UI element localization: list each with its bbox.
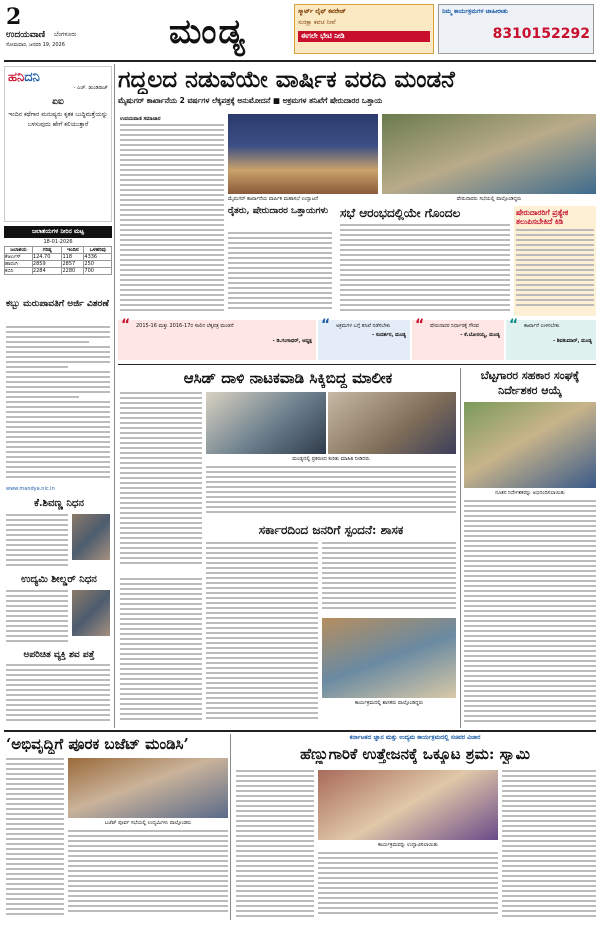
quote-box-1: [118, 317, 316, 360]
quote-box-3: [412, 317, 504, 360]
table-row: [5, 254, 112, 261]
table-cell: ಕಬಿನಿ: [5, 268, 33, 275]
table-cell: 118: [62, 254, 84, 261]
water-table-title: ಜಲಾಶಯಗಳ ನೀರಿನ ಮಟ್ಟ: [4, 226, 112, 238]
quote-text-1: 2015-16 ಮತ್ತು 2016-17ರ ಸಾಲಿನ ಲೆಕ್ಕಪತ್ರ ಮಂಡನೆ: [136, 323, 234, 329]
honey-title: ಏಐ: [52, 97, 64, 107]
quote-by-1: - ಡಿ.ಗಂಗಾಧರ್, ಅಧ್ಯಕ್ಷ: [272, 338, 312, 344]
left-headline-1: ಕಬ್ಬು ಮರುಪಾವತಿಗೆ ಅರ್ಜಿ ವಿತರಣೆ: [6, 299, 109, 309]
lead-subhead-a: ಮೈಷುಗರ್ ಕಾರ್ಖಾನೆಯ 2 ವರ್ಷಗಳ ಲೆಕ್ಕಪತ್ರಕ್ಕೆ ಅನುಮೋದನೆ: [118, 96, 271, 105]
acid-article-text-1: [120, 392, 202, 572]
bottom-column-rule: [230, 734, 231, 920]
lead-bottom-rule: [118, 364, 596, 365]
water-level-table: [4, 246, 112, 275]
left-article-4-text: [6, 664, 110, 724]
table-header: ಜಲಾಶಯ: [5, 247, 33, 254]
lead-box-2-title: ಸಭೆ ಆರಂಭದಲ್ಲಿಯೇ ಗೊಂದಲ: [340, 206, 461, 220]
lead-byline: ಉದಯವಾಣಿ ಸಮಾಚಾರ: [120, 116, 161, 122]
acid-photo-1: [206, 392, 326, 454]
quote-box-4: [506, 317, 596, 360]
coop-photo-caption: ನೂತನ ನಿರ್ದೇಶಕರನ್ನು ಅಭಿನಂದಿಸಲಾಯಿತು: [495, 490, 565, 496]
quote-mark-icon: “: [415, 317, 425, 333]
quote-by-3: - ಕೆ.ಬೋರಯ್ಯ, ಮಂಡ್ಯ: [460, 332, 500, 338]
section-title: ಮಂಡ್ಯ: [169, 12, 247, 52]
quote-mark-icon: “: [321, 317, 331, 333]
acid-photo-2: [328, 392, 456, 454]
table-row: [5, 261, 112, 268]
water-table: [4, 226, 112, 294]
lead-photo-caption-1: ಮೈಷುಗರ್ ಕಾರ್ಖಾನೆಯ ವಾರ್ಷಿಕ ಮಹಾಸಭೆ ಉದ್ಘಾಟನೆ: [228, 196, 319, 202]
ad1-line3: ಈಗಲೇ ಭೇಟಿ ನೀಡಿ: [298, 31, 430, 42]
city-label: ಬೆಂಗಳೂರು: [54, 31, 77, 38]
budget-article-text-2: [68, 830, 228, 918]
women-article-text-2: [318, 852, 498, 920]
honey-byline: - ಎಚ್. ಡುಂಡಿರಾಜ್: [73, 85, 108, 91]
table-cell: ಹಾರಂಗಿ: [5, 261, 33, 268]
acid-headline: ಆಸಿಡ್ ದಾಳಿ ನಾಟಕವಾಡಿ ಸಿಕ್ಕಿಬಿದ್ದ ಮಾಲೀಕ: [183, 369, 393, 387]
honey-column: [4, 66, 112, 222]
lead-photo-caption-2: ಷೇರುದಾರರು ಸಭೆಯಲ್ಲಿ ಪಾಲ್ಗೊಂಡಿದ್ದರು: [456, 196, 522, 202]
women-article-text-1: [236, 770, 314, 920]
table-cell: 250: [84, 261, 112, 268]
lead-headline: ಗದ್ದಲದ ನಡುವೆಯೇ ವಾರ್ಷಿಕ ವರದಿ ಮಂಡನೆ: [118, 66, 455, 93]
lead-box-3-title: ಷೇರುದಾರರಿಗೆ ಪ್ರತ್ಯೇಕ ತಲುಪಿಸಬೇಕಿದೆ ಕಿಡಿ: [516, 208, 569, 226]
paper-name: ಉದಯವಾಣಿ: [6, 30, 46, 40]
table-cell: 124.70: [32, 254, 62, 261]
women-headline: ಹೆಣ್ಣುಗಾರಿಕೆ ಉತ್ತೇಜನಕ್ಕೆ ಒಕ್ಕೂಟ ಶ್ರಮ: ಸ್ವಾಮಿ: [300, 745, 530, 763]
table-header-row: [5, 247, 112, 254]
table-header: ಗರಿಷ್ಠ: [32, 247, 62, 254]
quote-by-4: - ಶಿವಕುಮಾರ್, ಮಂಡ್ಯ: [553, 338, 592, 344]
coop-article-text: [464, 500, 596, 728]
table-header: ಇಂದಿನ: [62, 247, 84, 254]
masthead: [4, 4, 596, 60]
insurance-ad[interactable]: [294, 4, 434, 54]
govt-article-text-2: [206, 542, 318, 728]
quote-mark-icon: “: [121, 317, 131, 333]
table-cell: 700: [84, 268, 112, 275]
budget-article-text-1: [6, 758, 64, 918]
quote-text-2: ಅಕ್ರಮಗಳ ಬಗ್ಗೆ ತನಿಖೆ ನಡೆಸಬೇಕು: [336, 323, 391, 329]
obituary-photo-1: [72, 514, 110, 560]
lead-subhead-b: ಅಕ್ರಮಗಳ ತನಿಖೆಗೆ ಷೇರುದಾರರ ಒತ್ತಾಯ: [282, 96, 383, 105]
table-row: [5, 268, 112, 275]
quote-box-2: [318, 317, 410, 360]
left-article-2-text: [6, 514, 68, 570]
honey-body: ಇಂದಿನ ಕಥೆಗಾರ ಮನುಷ್ಯರು ಕೃತಕ ಬುದ್ಧಿಮತ್ತೆಯನ್ನು ಬಳಸುವುದು ಹೇಗೆ ಕಲಿಯುತ್ತಾರೆ: [8, 111, 108, 128]
table-cell: ಕೆಆರ್ಎಸ್: [5, 254, 33, 261]
women-article-text-3: [502, 770, 596, 920]
bottom-section-rule: [4, 730, 596, 732]
honey-brand-b: ದನಿ: [24, 70, 40, 85]
govt-article-text: [120, 578, 202, 728]
separator-square-icon: ■: [272, 96, 280, 105]
govt-headline: ಸರ್ಕಾರದಿಂದ ಜನರಿಗೆ ಸ್ಪಂದನೆ: ಶಾಸಕ: [258, 523, 404, 537]
water-table-date: 18-01-2026: [43, 239, 73, 245]
left-url[interactable]: www.mandya.nic.in: [6, 486, 55, 492]
govt-photo: [322, 618, 456, 698]
lead-photo-stage: [228, 114, 378, 194]
mid-column-rule: [460, 368, 461, 728]
classifieds-ad[interactable]: [438, 4, 594, 54]
quote-text-3: ಷೇರುದಾರರ ನಿರ್ಧಾರಕ್ಕೆ ಗೌರವ: [430, 323, 480, 329]
left-headline-4: ಅಪರಿಚಿತ ವ್ಯಕ್ತಿ ಶವ ಪತ್ತೆ: [23, 650, 95, 660]
lead-subheads: [118, 96, 596, 110]
table-cell: 2857: [62, 261, 84, 268]
budget-photo-caption: ಬಜೆಟ್ ಪೂರ್ವ ಸಭೆಯಲ್ಲಿ ಉದ್ಯಮಿಗಳು ಪಾಲ್ಗೊಂಡರು: [104, 820, 192, 826]
women-photo: [318, 770, 498, 840]
quote-text-4: ಕಾರ್ಖಾನೆ ಉಳಿಸಬೇಕು: [524, 323, 560, 329]
left-headline-3: ಉದ್ಯಮಿ ಶೀಲ್ಡರ್ ನಿಧನ: [21, 574, 97, 585]
lead-article-text: [120, 124, 224, 316]
honey-brand-a: ಹನಿ: [8, 70, 25, 85]
ad1-line1: ಸ್ಮಾರ್ಟ್ ಲೈಫ್ ಕವರೇಜ್: [298, 8, 346, 15]
ad2-line1: ನಿಮ್ಮ ಕಾರ್ಯಕ್ರಮಗಳ ಜಾಹೀರಾತು: [442, 8, 508, 15]
table-cell: 2280: [62, 268, 84, 275]
ad1-line2: ಸುರಕ್ಷಾ ಕವಚ ನೀವೆ: [298, 19, 336, 26]
lead-box-3-text: [516, 229, 594, 309]
masthead-rule: [4, 60, 596, 62]
left-article-3-text: [6, 590, 68, 646]
coop-photo: [464, 402, 596, 488]
lead-photo-crowd: [382, 114, 596, 194]
quote-mark-icon: “: [509, 317, 519, 333]
left-column-rule: [114, 64, 115, 728]
obituary-photo-2: [72, 590, 110, 636]
lead-box-2-text: [340, 224, 510, 316]
govt-photo-caption: ಕಾರ್ಯಕ್ರಮದಲ್ಲಿ ಶಾಸಕರು ಪಾಲ್ಗೊಂಡಿದ್ದರು: [354, 700, 424, 706]
left-headline-2: ಕೆ.ಶಿವಣ್ಣ ನಿಧನ: [34, 498, 84, 509]
acid-photo-caption: ಮಂಡ್ಯದಲ್ಲಿ ಪ್ರಕರಣದ ಕುರಿತು ಮಾಹಿತಿ ನೀಡಿದರು: [292, 456, 370, 462]
budget-photo: [68, 758, 228, 818]
page-number: 2: [6, 4, 22, 30]
quote-by-2: - ಸುದರ್ಶನ, ಮಂಡ್ಯ: [372, 332, 406, 338]
honey-brand: [8, 70, 108, 85]
lead-box-1-text: [228, 232, 332, 316]
budget-headline: ‘ಅಭಿವೃದ್ಧಿಗೆ ಪೂರಕ ಬಜೆಟ್ ಮಂಡಿಸಿ’: [6, 735, 189, 753]
coop-headline: ಬೆಟ್ಟಗಾರರ ಸಹಕಾರ ಸಂಘಕ್ಕೆ ನಿರ್ದೇಶಕರ ಆಯ್ಕೆ: [480, 369, 580, 397]
acid-article-text-2: [206, 466, 456, 520]
left-article-1-text: [6, 326, 110, 482]
table-cell: 2859: [32, 261, 62, 268]
women-kicker: ಕರ್ನಾಟಕದ ಜ್ಞಾನ ಮತ್ತು ಉದ್ಯಮ ಕಾರ್ಯಕ್ರಮದಲ್ಲಿ ಸಚಿವರ ವಿಚಾರ: [349, 734, 481, 741]
table-header: ಒಳಹರಿವು: [84, 247, 112, 254]
ad2-phone[interactable]: 8310152292: [492, 26, 590, 42]
table-cell: 2284: [32, 268, 62, 275]
lead-box-1-title: ರೈತರು, ಷೇರುದಾರರ ಒತ್ತಾಯಗಳು: [228, 206, 329, 216]
lead-box-3: [514, 206, 596, 316]
women-photo-caption: ಕಾರ್ಯಕ್ರಮವನ್ನು ಉದ್ಘಾಟಿಸಲಾಯಿತು: [378, 842, 438, 848]
table-cell: 4336: [84, 254, 112, 261]
date-line: ಸೋಮವಾರ, ಜನವರಿ 19, 2026: [6, 42, 65, 48]
govt-article-text-3: [322, 542, 456, 614]
